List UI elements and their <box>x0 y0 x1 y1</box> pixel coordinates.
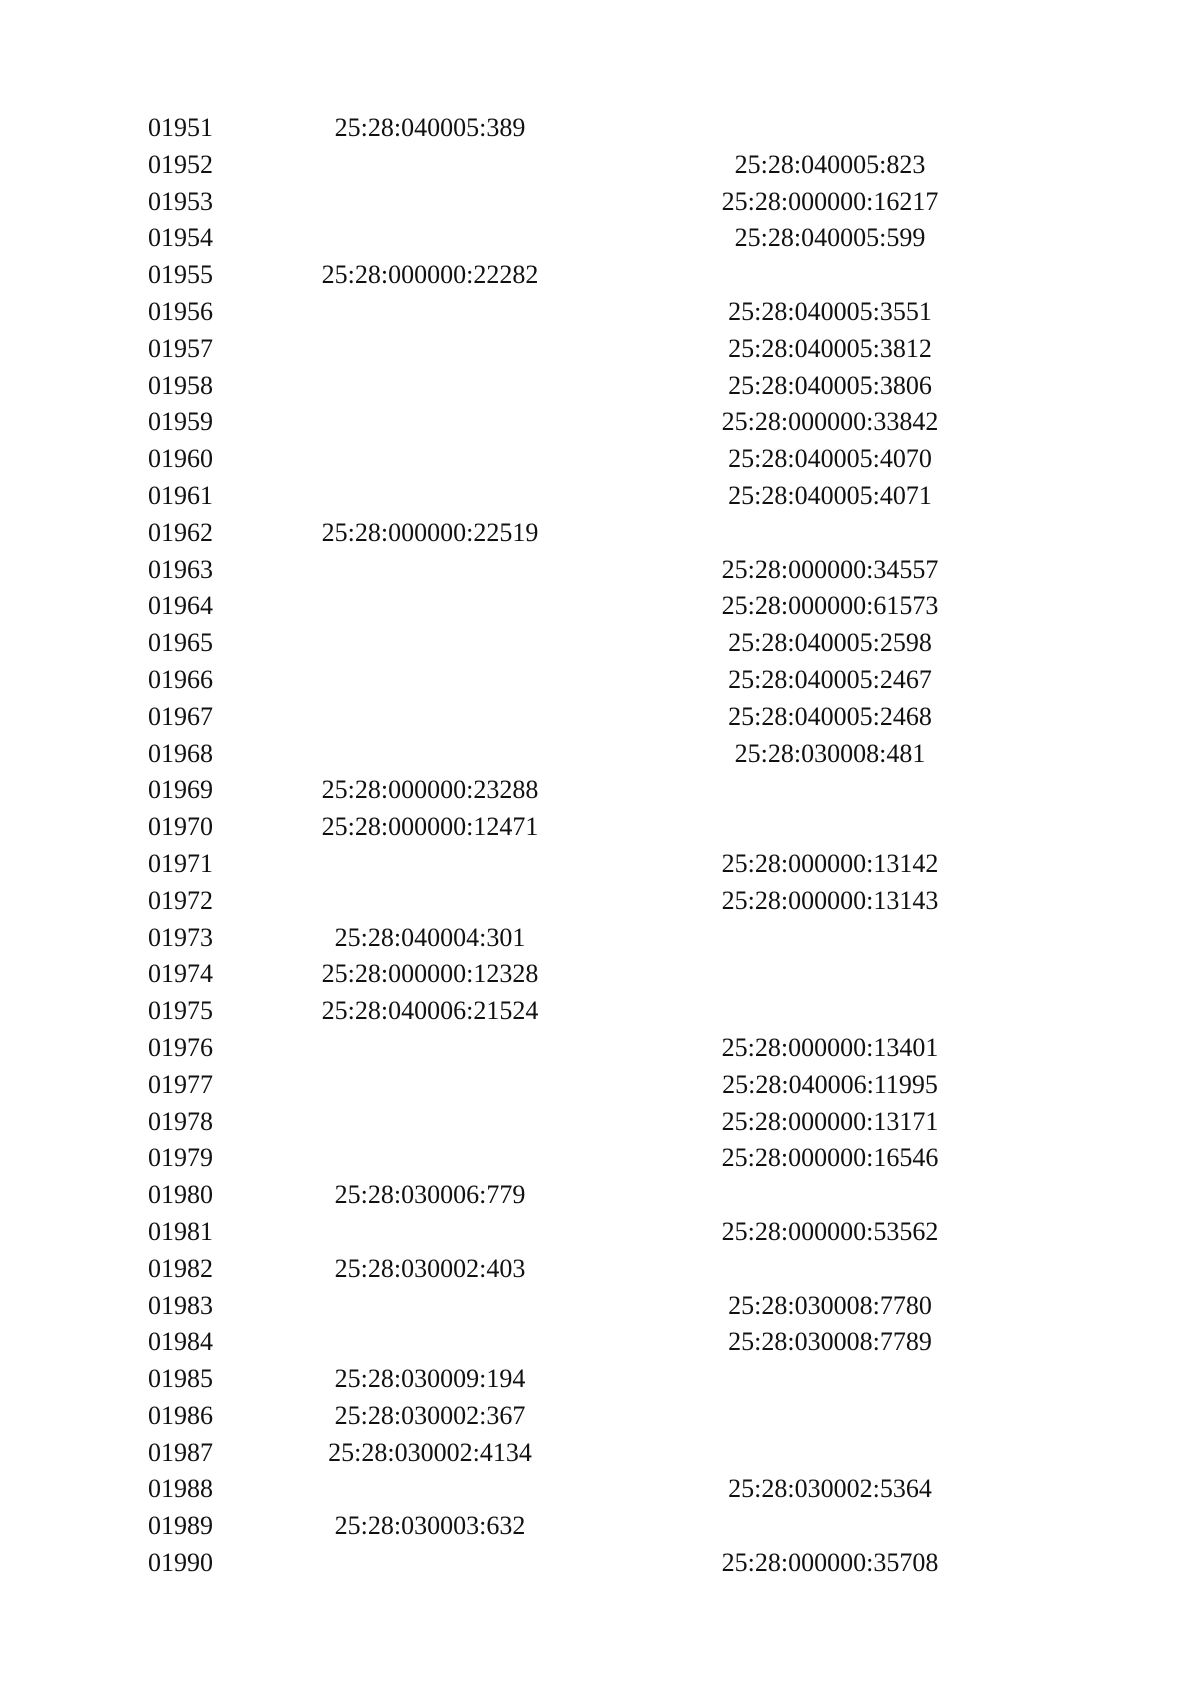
record-number: 01981 <box>148 1216 213 1246</box>
list-item <box>0 294 1200 331</box>
record-number: 01959 <box>148 407 213 437</box>
list-item <box>0 1435 1200 1472</box>
record-number: 01958 <box>148 370 213 400</box>
list-item <box>0 1067 1200 1104</box>
cadastral-number-col2: 25:28:000000:53562 <box>721 1216 939 1246</box>
record-number: 01968 <box>148 738 213 768</box>
record-number: 01988 <box>148 1474 213 1504</box>
record-number: 01976 <box>148 1032 213 1062</box>
cadastral-number-col1: 25:28:030002:367 <box>334 1400 526 1430</box>
record-number: 01982 <box>148 1253 213 1283</box>
list-item <box>0 478 1200 515</box>
cadastral-number-col2: 25:28:040005:3806 <box>728 370 932 400</box>
record-number: 01970 <box>148 812 213 842</box>
record-number: 01963 <box>148 554 213 584</box>
list-item <box>0 1508 1200 1545</box>
cadastral-number-col2: 25:28:040005:2598 <box>728 628 932 658</box>
cadastral-number-col1: 25:28:030003:632 <box>334 1511 526 1541</box>
list-item <box>0 368 1200 405</box>
cadastral-number-col2: 25:28:000000:16217 <box>721 186 939 216</box>
list-item <box>0 956 1200 993</box>
record-number: 01954 <box>148 223 213 253</box>
cadastral-number-col1: 25:28:040004:301 <box>334 922 526 952</box>
cadastral-number-col2: 25:28:030008:481 <box>734 738 926 768</box>
list-item <box>0 147 1200 184</box>
record-number: 01965 <box>148 628 213 658</box>
record-number: 01953 <box>148 186 213 216</box>
list-item <box>0 404 1200 441</box>
record-number: 01977 <box>148 1069 213 1099</box>
record-number: 01957 <box>148 333 213 363</box>
cadastral-number-col1: 25:28:040005:389 <box>334 113 526 142</box>
record-number: 01956 <box>148 296 213 326</box>
record-number: 01989 <box>148 1511 213 1541</box>
list-item <box>0 699 1200 736</box>
cadastral-number-col2: 25:28:030008:7780 <box>728 1290 932 1320</box>
list-item <box>0 441 1200 478</box>
list-item <box>0 736 1200 773</box>
cadastral-number-col1: 25:28:000000:12471 <box>321 812 539 842</box>
list-item <box>0 1140 1200 1177</box>
cadastral-number-col2: 25:28:040005:3551 <box>728 296 932 326</box>
record-number: 01978 <box>148 1106 213 1136</box>
cadastral-number-col2: 25:28:000000:13401 <box>721 1032 939 1062</box>
cadastral-number-col2: 25:28:000000:61573 <box>721 591 939 621</box>
record-number: 01955 <box>148 260 213 290</box>
list-item <box>0 220 1200 257</box>
list-item <box>0 110 1200 147</box>
list-item <box>0 662 1200 699</box>
list-item <box>0 1398 1200 1435</box>
record-number: 01971 <box>148 848 213 878</box>
cadastral-number-col2: 25:28:040005:4070 <box>728 444 932 474</box>
record-number: 01990 <box>148 1548 213 1578</box>
record-number: 01974 <box>148 959 213 989</box>
list-item <box>0 1324 1200 1361</box>
record-number: 01964 <box>148 591 213 621</box>
cadastral-number-col2: 25:28:030002:5364 <box>728 1474 932 1504</box>
list-item <box>0 331 1200 368</box>
record-number: 01972 <box>148 885 213 915</box>
cadastral-number-col2: 25:28:000000:35708 <box>721 1548 939 1578</box>
list-item <box>0 1361 1200 1398</box>
record-number: 01973 <box>148 922 213 952</box>
record-number: 01952 <box>148 149 213 179</box>
record-number: 01951 <box>148 113 213 142</box>
record-number: 01983 <box>148 1290 213 1320</box>
record-list <box>0 110 1200 1582</box>
cadastral-number-col1: 25:28:030002:403 <box>334 1253 526 1283</box>
record-number: 01966 <box>148 664 213 694</box>
record-number: 01960 <box>148 444 213 474</box>
cadastral-number-col2: 25:28:040006:11995 <box>722 1069 938 1099</box>
cadastral-number-col2: 25:28:040005:3812 <box>728 333 932 363</box>
record-number: 01967 <box>148 701 213 731</box>
cadastral-number-col1: 25:28:000000:22282 <box>321 260 539 290</box>
cadastral-number-col1: 25:28:000000:12328 <box>321 959 539 989</box>
cadastral-number-col2: 25:28:000000:13171 <box>721 1106 939 1136</box>
record-number: 01962 <box>148 517 213 547</box>
cadastral-number-col2: 25:28:000000:34557 <box>721 554 939 584</box>
cadastral-number-col1: 25:28:030006:779 <box>334 1180 526 1210</box>
cadastral-number-col2: 25:28:040005:823 <box>734 149 926 179</box>
list-item <box>0 515 1200 552</box>
record-number: 01961 <box>148 480 213 510</box>
cadastral-number-col1: 25:28:040006:21524 <box>321 996 539 1026</box>
list-item <box>0 625 1200 662</box>
cadastral-number-col1: 25:28:000000:22519 <box>321 517 539 547</box>
cadastral-number-col1: 25:28:000000:23288 <box>321 775 539 805</box>
record-number: 01986 <box>148 1400 213 1430</box>
cadastral-number-col2: 25:28:000000:16546 <box>721 1143 939 1173</box>
cadastral-number-col2: 25:28:040005:4071 <box>728 480 932 510</box>
list-item <box>0 184 1200 221</box>
list-item <box>0 1177 1200 1214</box>
record-number: 01975 <box>148 996 213 1026</box>
cadastral-number-col2: 25:28:040005:2467 <box>728 664 932 694</box>
cadastral-number-col2: 25:28:030008:7789 <box>728 1327 932 1357</box>
list-item <box>0 1471 1200 1508</box>
record-number: 01979 <box>148 1143 213 1173</box>
list-item <box>0 1545 1200 1582</box>
record-number: 01987 <box>148 1437 213 1467</box>
cadastral-number-col1: 25:28:030002:4134 <box>328 1437 532 1467</box>
record-number: 01980 <box>148 1180 213 1210</box>
list-item <box>0 772 1200 809</box>
list-item <box>0 257 1200 294</box>
list-item <box>0 552 1200 589</box>
list-item <box>0 920 1200 957</box>
list-item <box>0 809 1200 846</box>
list-item <box>0 588 1200 625</box>
list-item <box>0 1104 1200 1141</box>
cadastral-number-col2: 25:28:000000:13143 <box>721 885 939 915</box>
list-item <box>0 1288 1200 1325</box>
list-item <box>0 883 1200 920</box>
cadastral-number-col2: 25:28:000000:13142 <box>721 848 939 878</box>
record-number: 01969 <box>148 775 213 805</box>
cadastral-number-col2: 25:28:040005:2468 <box>728 701 932 731</box>
list-item <box>0 993 1200 1030</box>
list-item <box>0 1030 1200 1067</box>
cadastral-number-col2: 25:28:040005:599 <box>734 223 926 253</box>
cadastral-number-col2: 25:28:000000:33842 <box>721 407 939 437</box>
record-number: 01985 <box>148 1364 213 1394</box>
list-item <box>0 1214 1200 1251</box>
record-number: 01984 <box>148 1327 213 1357</box>
list-item <box>0 1251 1200 1288</box>
cadastral-number-col1: 25:28:030009:194 <box>334 1364 526 1394</box>
list-item <box>0 846 1200 883</box>
